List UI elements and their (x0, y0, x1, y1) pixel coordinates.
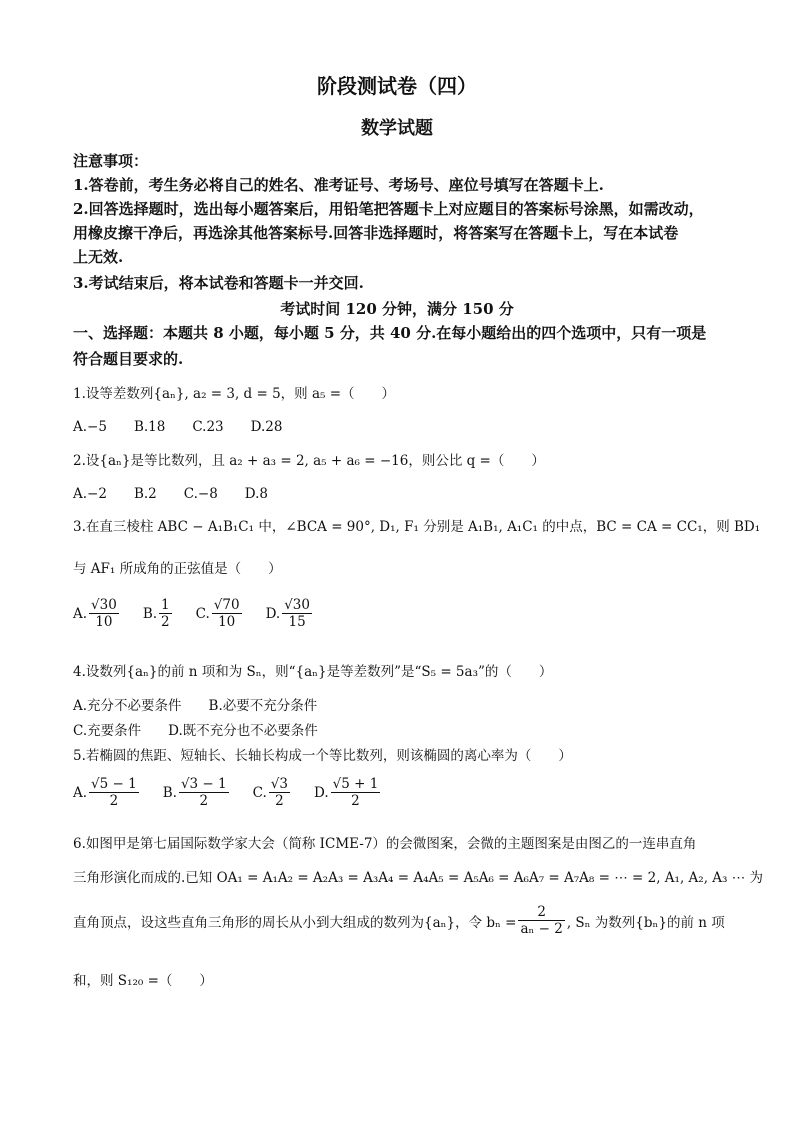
option-label: B. (142, 605, 158, 622)
option-label: C. (252, 784, 267, 801)
fraction-denominator: 2 (275, 793, 284, 809)
question-6-line-4: 和，则 S₁₂₀ =（ ） (73, 973, 213, 989)
question-6-line-3-after: , Sₙ 为数列{bₙ}的前 n 项 (566, 914, 725, 931)
fraction-numerator: 1 (161, 597, 170, 613)
section-heading-line-1: 一、选择题：本题共 8 小题，每小题 5 分，共 40 分.在每小题给出的四个选项中，只有一项是 (73, 324, 707, 342)
question-5-option-d (314, 776, 382, 809)
question-6-fraction (518, 904, 564, 937)
notice-heading: 注意事项： (73, 152, 149, 170)
question-2-stem: 2.设{aₙ}是等比数列，且 a₂ + a₃ = 2, a₅ + a₆ = −16，则公比 q =（ ） (73, 453, 545, 469)
question-3-option-c (196, 597, 244, 630)
option-fraction (331, 776, 381, 809)
option-label: A. (73, 784, 88, 801)
fraction-denominator: 2 (161, 614, 170, 630)
exam-info: 考试时间 120 分钟，满分 150 分 (280, 300, 514, 318)
notice-item-2-line-2: 用橡皮擦干净后，再选涂其他答案标号.回答非选择题时，将答案写在答题卡上，写在本试卷 (73, 224, 679, 242)
fraction-denominator: aₙ − 2 (520, 921, 563, 937)
fraction-denominator: 10 (218, 614, 236, 630)
fraction-denominator: 2 (199, 793, 209, 809)
question-5-stem: 5.若椭圆的焦距、短轴长、长轴长构成一个等比数列，则该椭圆的离心率为（ ） (73, 748, 572, 764)
question-5-option-a (73, 776, 141, 809)
question-3-option-b (143, 597, 174, 630)
option-label: C. (195, 605, 210, 622)
option-label: A. (73, 605, 88, 622)
question-3-option-a (73, 597, 121, 630)
question-3-stem-line-1: 3.在直三棱柱 ABC − A₁B₁C₁ 中，∠BCA = 90°, D₁, F₁ 分别是 A₁B₁, A₁C₁ 的中点，BC = CA = CC₁，则 BD₁ (73, 519, 761, 535)
notice-item-2-line-3: 上无效. (73, 248, 124, 266)
notice-item-2-line-1: 2.回答选择题时，选出每小题答案后，用铅笔把答题卡上对应题目的答案标号涂黑，如需改动， (73, 200, 704, 218)
fraction-numerator: √5 − 1 (91, 776, 137, 792)
fraction-numerator: √30 (284, 597, 310, 613)
option-fraction (269, 776, 290, 809)
page-subtitle: 数学试题 (361, 118, 433, 139)
option-fraction (212, 597, 242, 630)
fraction-numerator: √30 (91, 597, 117, 613)
fraction-numerator: √70 (213, 597, 240, 613)
fraction-denominator: 15 (288, 614, 306, 630)
question-6-line-1: 6.如图甲是第七届国际数学家大会（简称 ICME-7）的会微图案，会微的主题图案是由图乙的一连串直角 (73, 836, 697, 852)
question-3-options (73, 597, 336, 630)
fraction-numerator: √3 (270, 776, 288, 792)
fraction-numerator: √3 − 1 (180, 776, 227, 792)
question-6-line-3 (73, 904, 725, 937)
question-4-options-line-2: C.充要条件 D.既不充分也不必要条件 (73, 723, 318, 739)
page-title: 阶段测试卷（四） (317, 74, 477, 98)
option-label: D. (265, 605, 281, 622)
notice-item-3: 3.考试结束后，将本试卷和答题卡一并交回. (73, 274, 364, 292)
fraction-denominator: 2 (351, 793, 360, 809)
option-label: B. (162, 784, 177, 801)
fraction-numerator: √5 + 1 (332, 776, 379, 792)
option-fraction (89, 776, 139, 809)
notice-item-1: 1.答卷前，考生务必将自己的姓名、准考证号、考场号、座位号填写在答题卡上. (73, 176, 604, 194)
question-4-stem: 4.设数列{aₙ}的前 n 项和为 Sₙ，则“{aₙ}是等差数列”是“S₅ = 5a₃”的（ ） (73, 664, 553, 680)
question-2-options: A.−2 B.2 C.−8 D.8 (73, 486, 269, 502)
question-3-stem-line-2: 与 AF₁ 所成角的正弦值是（ ） (73, 561, 282, 577)
option-label: D. (313, 784, 329, 801)
option-fraction (89, 597, 119, 630)
question-1-options: A.−5 B.18 C.23 D.28 (73, 419, 283, 435)
section-heading-line-2: 符合题目要求的. (73, 350, 184, 368)
question-6-line-2: 三角形演化而成的.已知 OA₁ = A₁A₂ = A₂A₃ = A₃A₄ = A₄A₅ = A₅A₆ = A₆A₇ = A₇A₈ = ⋯ = 2, A₁, A₂, A₃ ⋯ 为 (73, 870, 764, 886)
fraction-denominator: 10 (95, 614, 113, 630)
question-5-options (73, 776, 404, 809)
question-5-option-c (253, 776, 292, 809)
question-5-option-b (163, 776, 231, 809)
question-4-options-line-1: A.充分不必要条件 B.必要不充分条件 (73, 698, 318, 714)
question-1-stem: 1.设等差数列{aₙ}, a₂ = 3, d = 5，则 a₅ =（ ） (73, 386, 396, 402)
option-fraction (159, 597, 172, 630)
option-fraction (179, 776, 229, 809)
fraction-denominator: 2 (109, 793, 119, 809)
fraction-numerator: 2 (518, 904, 564, 921)
question-3-option-d (266, 597, 314, 630)
option-fraction (282, 597, 312, 630)
question-6-line-3-before: 直角顶点，设这些直角三角形的周长从小到大组成的数列为{aₙ}，令 bₙ = (73, 914, 517, 931)
